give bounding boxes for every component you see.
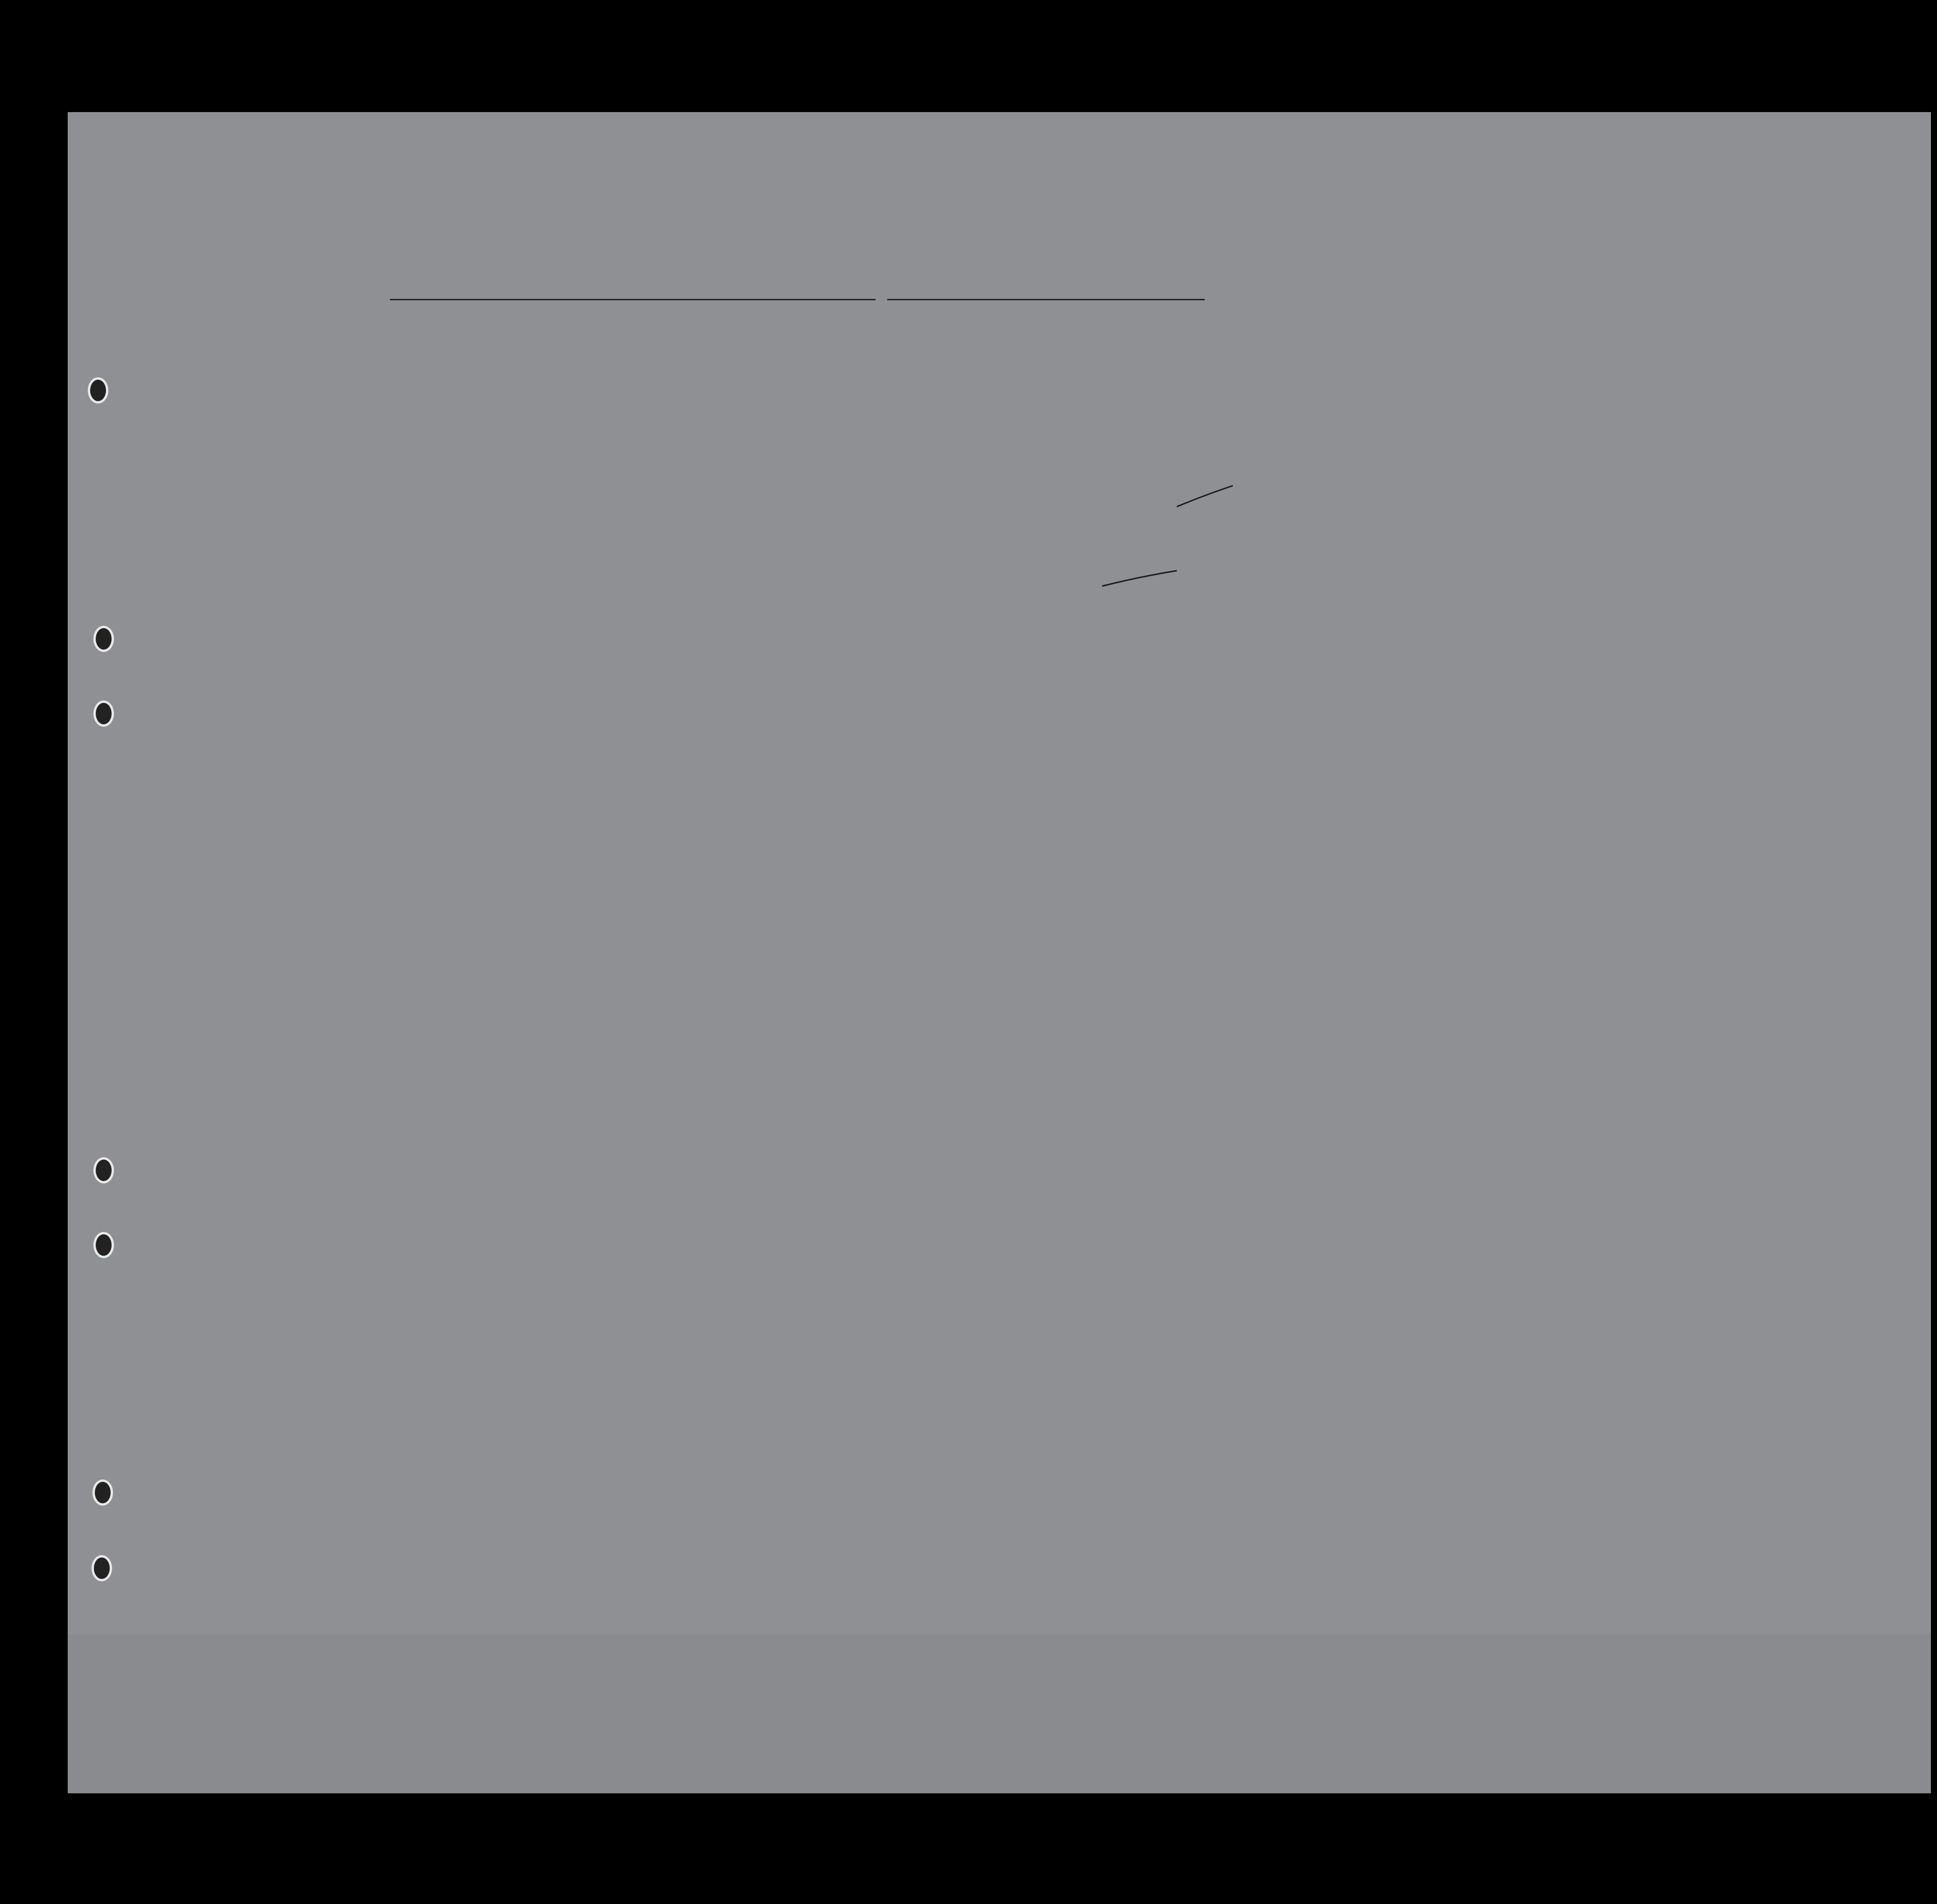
binder-hole bbox=[92, 1555, 112, 1581]
binder-hole bbox=[93, 1157, 114, 1183]
header-c24a bbox=[1116, 371, 1151, 483]
header-c24c bbox=[1223, 371, 1251, 483]
ruled-grid bbox=[68, 112, 1931, 1793]
header-c33-feet bbox=[1596, 444, 1609, 476]
binder-hole bbox=[88, 377, 108, 403]
header-c29 bbox=[1392, 360, 1427, 483]
binder-hole bbox=[93, 626, 114, 652]
header-c25 bbox=[1255, 360, 1281, 483]
header-c27 bbox=[1321, 360, 1335, 483]
port-underline bbox=[390, 299, 876, 300]
binder-hole bbox=[92, 1479, 113, 1506]
header-c24b bbox=[1186, 371, 1221, 483]
binder-hole bbox=[93, 701, 114, 727]
manifest-sheet bbox=[68, 112, 1931, 1793]
header-c26 bbox=[1296, 360, 1310, 483]
header-c28 bbox=[1345, 360, 1385, 483]
header-c30 bbox=[1436, 360, 1462, 483]
header-c21 bbox=[707, 355, 726, 481]
binder-hole bbox=[93, 1232, 114, 1258]
header-c33-inches bbox=[1619, 444, 1633, 476]
header-c19 bbox=[586, 355, 605, 481]
date-underline bbox=[887, 299, 1205, 300]
